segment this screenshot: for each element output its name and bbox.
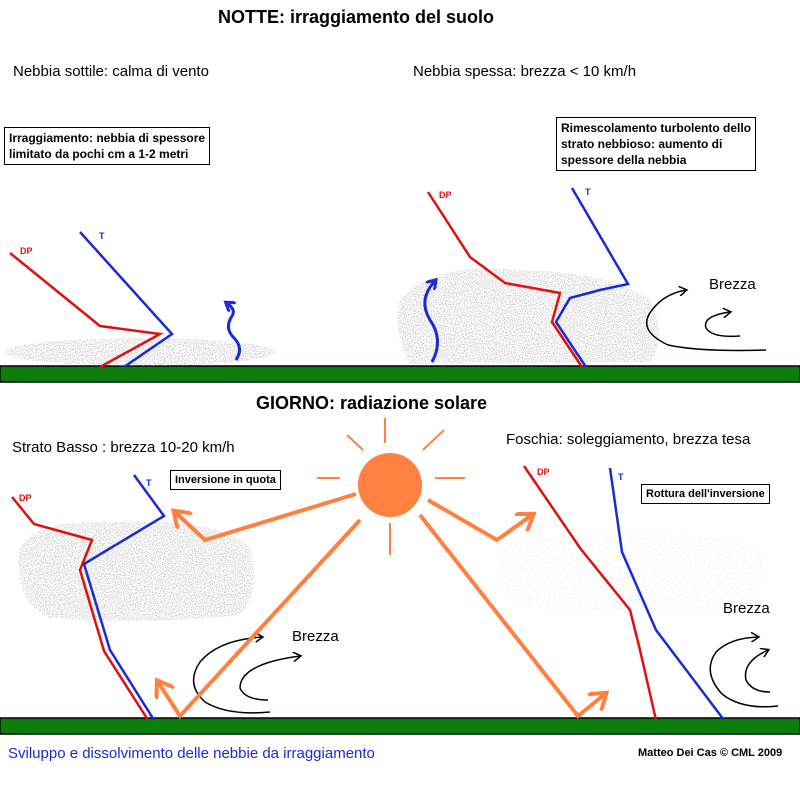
dp-label-stratus: DP (19, 493, 32, 503)
breeze-label-stratus: Brezza (292, 628, 339, 645)
haze-heading: Foschia: soleggiamento, brezza tesa (506, 431, 751, 448)
radiation-reflected-right (428, 500, 532, 540)
dp-label-thin: DP (20, 246, 33, 256)
inversion-aloft-note: Inversione in quota (170, 470, 281, 490)
thick-fog-heading: Nebbia spessa: brezza < 10 km/h (413, 63, 637, 80)
t-label-stratus: T (146, 478, 152, 488)
dp-label-haze: DP (537, 467, 550, 477)
t-label-thick: T (585, 187, 591, 197)
night-title: NOTTE: irraggiamento del suolo (218, 7, 495, 27)
thick-fog-note (556, 117, 756, 171)
thick-fog-note-line1: Rimescolamento turbolento dello (561, 121, 752, 135)
dp-label-thick: DP (439, 190, 452, 200)
sun-icon (317, 418, 465, 555)
thin-fog-note-line2: limitato da pochi cm a 1-2 metri (9, 147, 189, 161)
breeze-arrow-haze-inner (745, 650, 770, 692)
thick-fog-note-line2: strato nebbioso: aumento di (561, 137, 723, 151)
breeze-arrow-thick-inner (706, 312, 741, 336)
thin-fog-note-line1: Irraggiamento: nebbia di spessore (9, 131, 206, 145)
ground-day (0, 718, 800, 734)
breeze-arrow-thick-outer (647, 290, 766, 350)
fog-thin (5, 338, 275, 366)
low-stratus-heading: Strato Basso : brezza 10-20 km/h (12, 439, 235, 456)
breeze-arrow-haze-outer (710, 637, 778, 707)
thick-fog-note-line3: spessore della nebbia (561, 153, 687, 167)
thin-fog-heading: Nebbia sottile: calma di vento (13, 63, 209, 80)
breeze-label-haze: Brezza (723, 600, 770, 617)
credit: Matteo Dei Cas © CML 2009 (638, 747, 783, 759)
breeze-arrow-stratus-inner (240, 656, 300, 700)
inversion-break-note: Rottura dell'inversione (641, 484, 770, 504)
day-title: GIORNO: radiazione solare (256, 393, 488, 413)
thin-fog-note (4, 127, 210, 165)
breeze-arrow-stratus-outer (194, 637, 270, 713)
ground-night (0, 366, 800, 382)
breeze-label-thick: Brezza (709, 276, 756, 293)
caption: Sviluppo e dissolvimento delle nebbie da irraggiamento (8, 745, 375, 762)
t-label-thin: T (99, 231, 105, 241)
t-label-haze: T (618, 472, 624, 482)
